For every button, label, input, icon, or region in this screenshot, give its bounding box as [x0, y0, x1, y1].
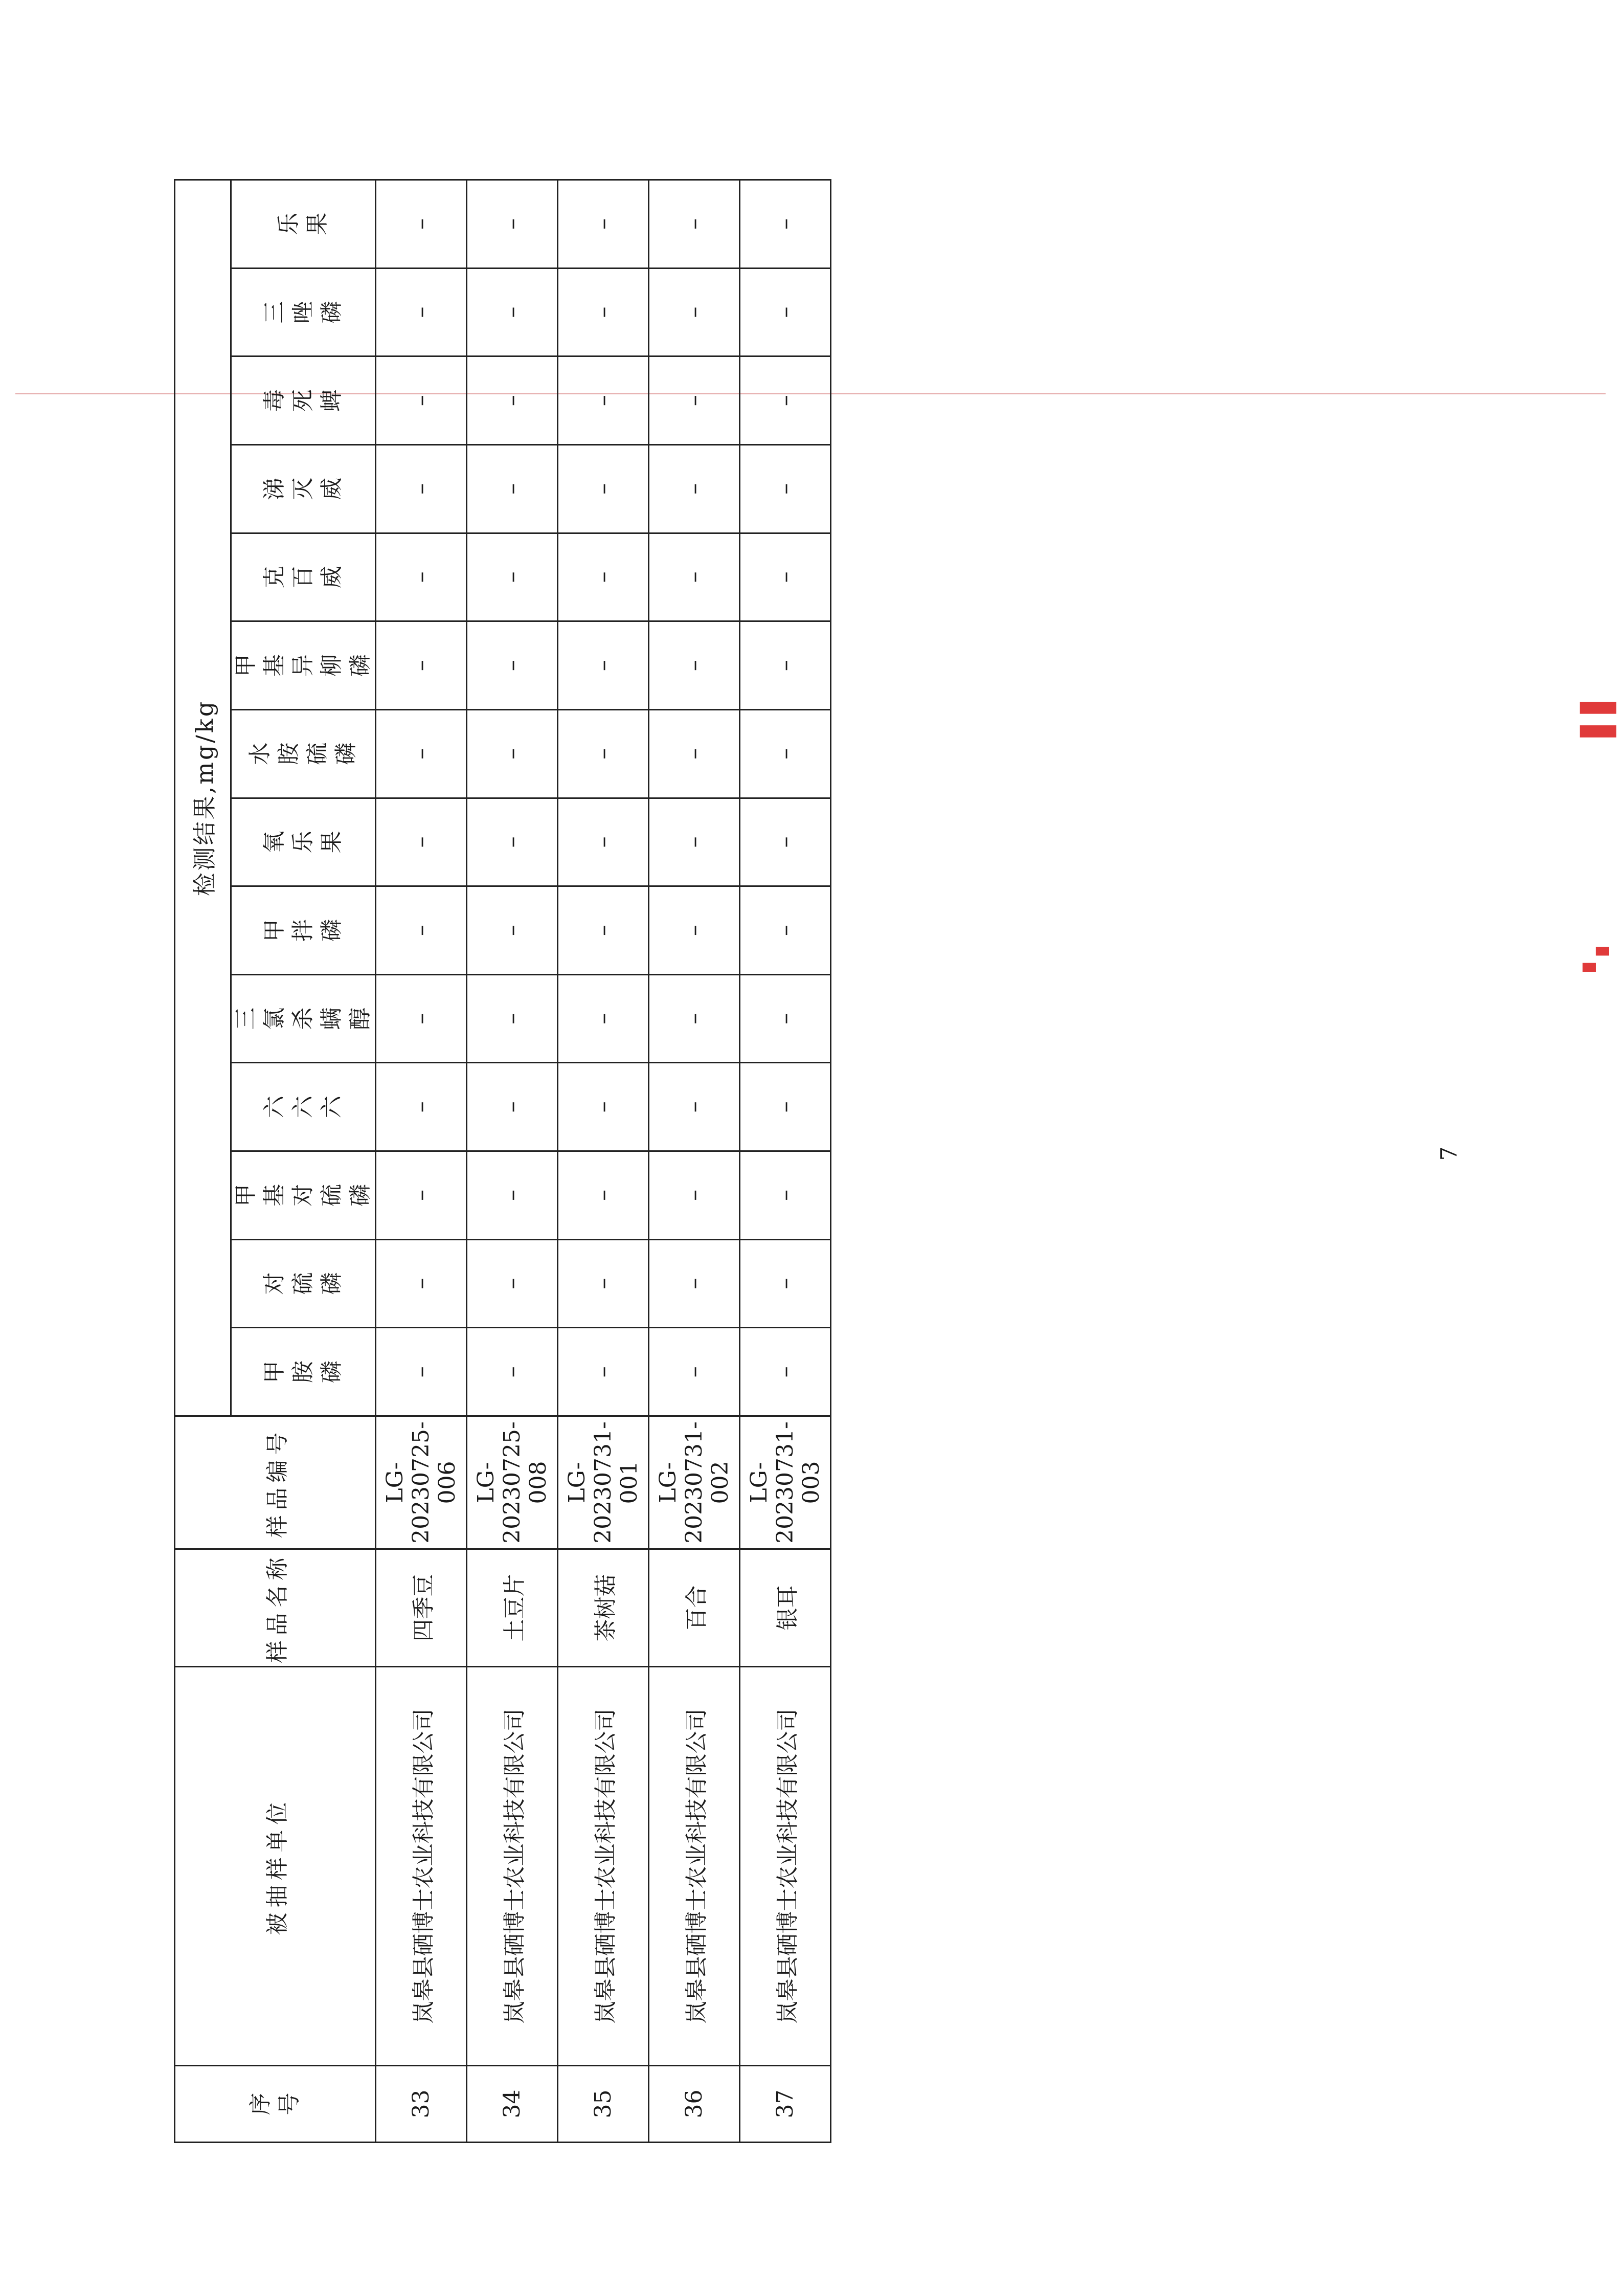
row-result: –	[376, 709, 467, 798]
row-sample-code	[740, 1416, 831, 1549]
row-result: –	[558, 621, 649, 710]
row-sample-name: 银耳	[740, 1549, 831, 1667]
row-seq: 34	[467, 2066, 558, 2143]
row-result: –	[649, 268, 740, 356]
row-result: –	[649, 180, 740, 269]
row-result: –	[376, 798, 467, 886]
row-result: –	[558, 444, 649, 533]
row-result: –	[467, 886, 558, 975]
table-row	[376, 180, 467, 2143]
row-result: –	[558, 1239, 649, 1328]
row-result: –	[740, 974, 831, 1063]
row-result: –	[558, 798, 649, 886]
stamp-fragment: ▝ ▖	[1583, 938, 1609, 980]
header-pesticide: 三 氯 杀 螨 醇	[231, 974, 376, 1063]
row-result: –	[740, 798, 831, 886]
row-result: –	[467, 1151, 558, 1240]
row-result: –	[376, 1063, 467, 1151]
row-result: –	[740, 886, 831, 975]
header-unit: 被抽样单位	[175, 1667, 376, 2066]
row-unit: 岚皋县硒博士农业科技有限公司	[740, 1667, 831, 2066]
row-result: –	[740, 1151, 831, 1240]
row-unit: 岚皋县硒博士农业科技有限公司	[467, 1667, 558, 2066]
row-result: –	[649, 621, 740, 710]
header-pesticide: 三 唑 磷	[231, 268, 376, 356]
row-result: –	[376, 621, 467, 710]
row-result: –	[558, 268, 649, 356]
header-sample-name: 样品名称	[175, 1549, 376, 1667]
row-sample-code	[649, 1416, 740, 1549]
row-result: –	[740, 180, 831, 269]
row-result: –	[649, 1063, 740, 1151]
rotated-table-frame	[174, 179, 828, 2143]
row-result: –	[467, 533, 558, 621]
row-result: –	[558, 1151, 649, 1240]
row-result: –	[376, 180, 467, 269]
row-sample-name: 四季豆	[376, 1549, 467, 1667]
row-sample-code-line2: 006	[434, 1461, 460, 1504]
row-result: –	[740, 533, 831, 621]
row-seq: 36	[649, 2066, 740, 2143]
row-result: –	[740, 356, 831, 445]
row-result: –	[740, 621, 831, 710]
table-row	[558, 180, 649, 2143]
page-number: 7	[1436, 1146, 1462, 1161]
row-result: –	[740, 1328, 831, 1416]
row-sample-code-line2: 003	[798, 1461, 824, 1504]
row-result: –	[376, 1151, 467, 1240]
header-seq: 序 号	[175, 2066, 376, 2143]
row-sample-code	[558, 1416, 649, 1549]
row-result: –	[649, 974, 740, 1063]
header-pesticide: 甲 胺 磷	[231, 1328, 376, 1416]
row-result: –	[649, 1239, 740, 1328]
row-result: –	[467, 268, 558, 356]
table-row	[467, 180, 558, 2143]
row-sample-code-line2: 001	[616, 1461, 642, 1504]
header-pesticide: 甲 基 异 柳 磷	[231, 621, 376, 710]
header-pesticide: 乐 果	[231, 180, 376, 269]
row-result: –	[376, 533, 467, 621]
row-result: –	[649, 886, 740, 975]
row-seq: 35	[558, 2066, 649, 2143]
row-sample-code	[376, 1416, 467, 1549]
row-sample-code	[467, 1416, 558, 1549]
row-result: –	[649, 444, 740, 533]
row-result: –	[558, 709, 649, 798]
row-result: –	[558, 356, 649, 445]
row-result: –	[740, 268, 831, 356]
row-result: –	[467, 621, 558, 710]
row-result: –	[740, 1239, 831, 1328]
row-result: –	[558, 886, 649, 975]
row-result: –	[558, 180, 649, 269]
stamp-fragment: ▌▌	[1581, 689, 1617, 738]
header-pesticide: 六 六 六	[231, 1063, 376, 1151]
row-result: –	[649, 1151, 740, 1240]
header-sample-code: 样品编号	[175, 1416, 376, 1549]
row-result: –	[467, 1328, 558, 1416]
row-sample-code-line1: LG-20230731-	[746, 1421, 798, 1544]
row-result: –	[467, 1063, 558, 1151]
row-sample-code-line1: LG-20230725-	[473, 1421, 525, 1544]
header-pesticide: 水 胺 硫 磷	[231, 709, 376, 798]
header-pesticide: 涕 灭 威	[231, 444, 376, 533]
row-result: –	[376, 444, 467, 533]
row-result: –	[467, 798, 558, 886]
row-result: –	[467, 709, 558, 798]
row-sample-name: 百合	[649, 1549, 740, 1667]
row-unit: 岚皋县硒博士农业科技有限公司	[649, 1667, 740, 2066]
header-pesticide: 甲 基 对 硫 磷	[231, 1151, 376, 1240]
row-sample-code-line2: 008	[525, 1461, 551, 1504]
row-result: –	[467, 1239, 558, 1328]
row-result: –	[558, 1063, 649, 1151]
header-pesticide: 氧 乐 果	[231, 798, 376, 886]
row-result: –	[558, 533, 649, 621]
row-sample-code-line2: 002	[707, 1461, 733, 1504]
row-result: –	[649, 798, 740, 886]
row-result: –	[740, 444, 831, 533]
row-result: –	[376, 1328, 467, 1416]
row-result: –	[649, 533, 740, 621]
header-pesticide: 毒 死 蜱	[231, 356, 376, 445]
row-result: –	[376, 974, 467, 1063]
row-result: –	[467, 180, 558, 269]
row-result: –	[649, 356, 740, 445]
row-sample-code-line1: LG-20230731-	[655, 1421, 707, 1544]
row-unit: 岚皋县硒博士农业科技有限公司	[558, 1667, 649, 2066]
row-sample-code-line1: LG-20230725-	[382, 1421, 434, 1544]
header-pesticide: 甲 拌 磷	[231, 886, 376, 975]
row-unit: 岚皋县硒博士农业科技有限公司	[376, 1667, 467, 2066]
row-result: –	[376, 356, 467, 445]
results-table	[174, 179, 831, 2143]
row-sample-code-line1: LG-20230731-	[564, 1421, 616, 1544]
row-result: –	[649, 709, 740, 798]
row-seq: 37	[740, 2066, 831, 2143]
row-sample-name: 土豆片	[467, 1549, 558, 1667]
row-result: –	[376, 1239, 467, 1328]
row-result: –	[376, 886, 467, 975]
row-result: –	[467, 356, 558, 445]
table-row	[649, 180, 740, 2143]
row-result: –	[558, 974, 649, 1063]
row-result: –	[740, 709, 831, 798]
row-sample-name: 茶树菇	[558, 1549, 649, 1667]
header-pesticide: 对 硫 磷	[231, 1239, 376, 1328]
row-result: –	[467, 974, 558, 1063]
table-row	[740, 180, 831, 2143]
row-result: –	[558, 1328, 649, 1416]
row-result: –	[649, 1328, 740, 1416]
row-result: –	[740, 1063, 831, 1151]
row-result: –	[376, 268, 467, 356]
row-seq: 33	[376, 2066, 467, 2143]
header-pesticide: 克 百 威	[231, 533, 376, 621]
row-result: –	[467, 444, 558, 533]
header-results-group: 检测结果,mg/kg	[175, 180, 231, 1416]
